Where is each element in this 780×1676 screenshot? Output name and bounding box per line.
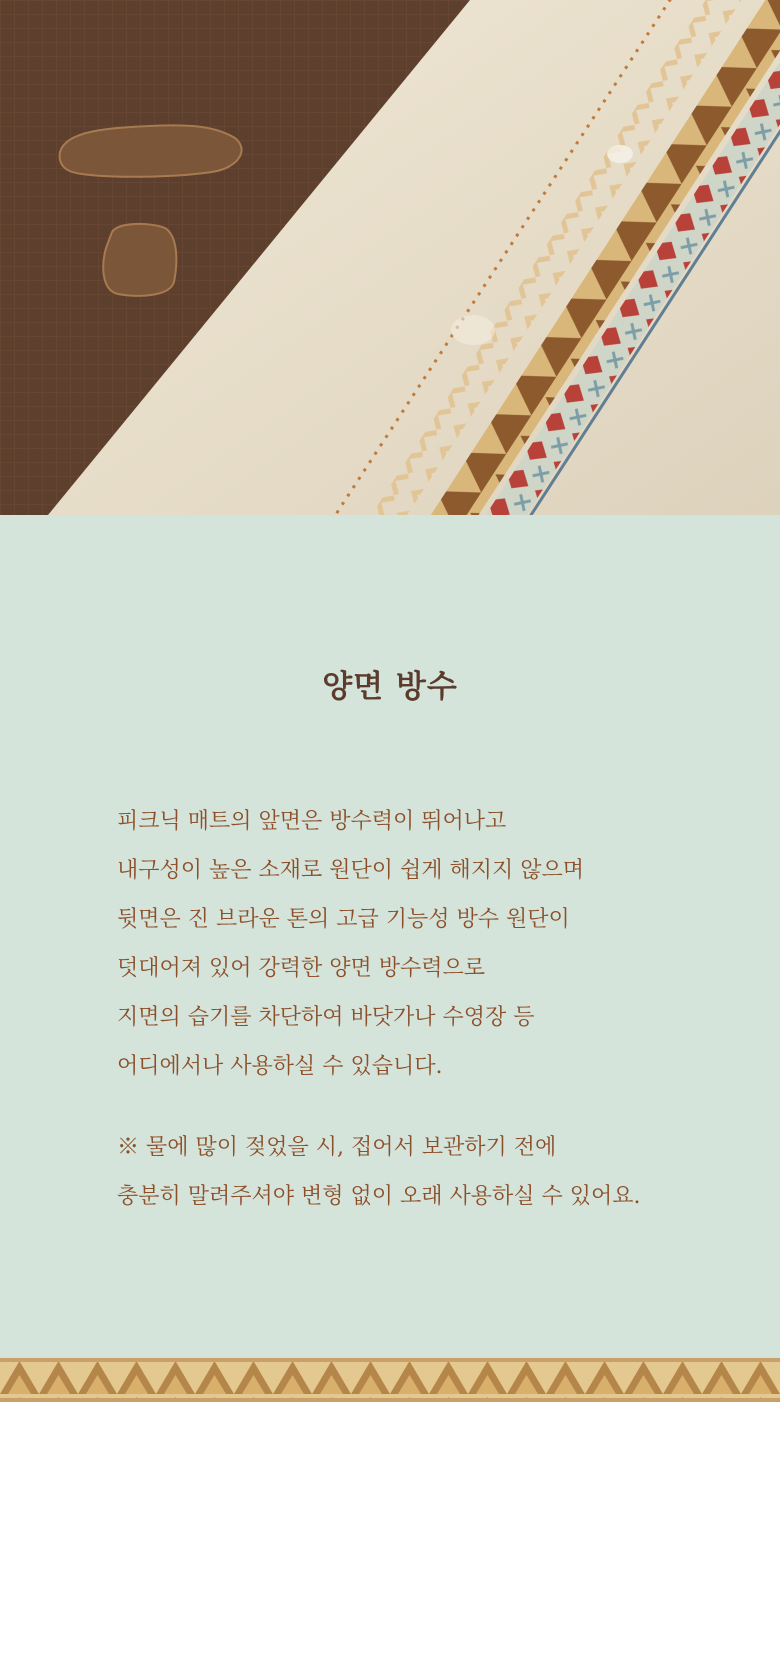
text-line: 뒷면은 진 브라운 톤의 고급 기능성 방수 원단이: [117, 907, 570, 932]
text-line: ※ 물에 많이 젖었을 시, 접어서 보관하기 전에: [117, 1135, 557, 1160]
text-line: 피크닉 매트의 앞면은 방수력이 뛰어나고: [117, 809, 507, 834]
text-line: 내구성이 높은 소재로 원단이 쉽게 해지지 않으며: [117, 858, 585, 883]
text-line: 어디에서나 사용하실 수 있습니다.: [117, 1054, 443, 1079]
section-title: 양면 방수: [322, 669, 458, 705]
description-paragraph: [117, 797, 584, 1091]
care-note-paragraph: [117, 1123, 641, 1221]
fabric-photo: [0, 0, 780, 515]
text-line: 충분히 말려주셔야 변형 없이 오래 사용하실 수 있어요.: [117, 1184, 641, 1209]
text-line: 덧대어져 있어 강력한 양면 방수력으로: [117, 956, 486, 981]
decorative-border: [0, 1358, 780, 1402]
text-line: 지면의 습기를 차단하여 바닷가나 수영장 등: [117, 1005, 535, 1030]
footer-blank: [0, 1402, 780, 1676]
description-panel: [0, 515, 780, 1358]
